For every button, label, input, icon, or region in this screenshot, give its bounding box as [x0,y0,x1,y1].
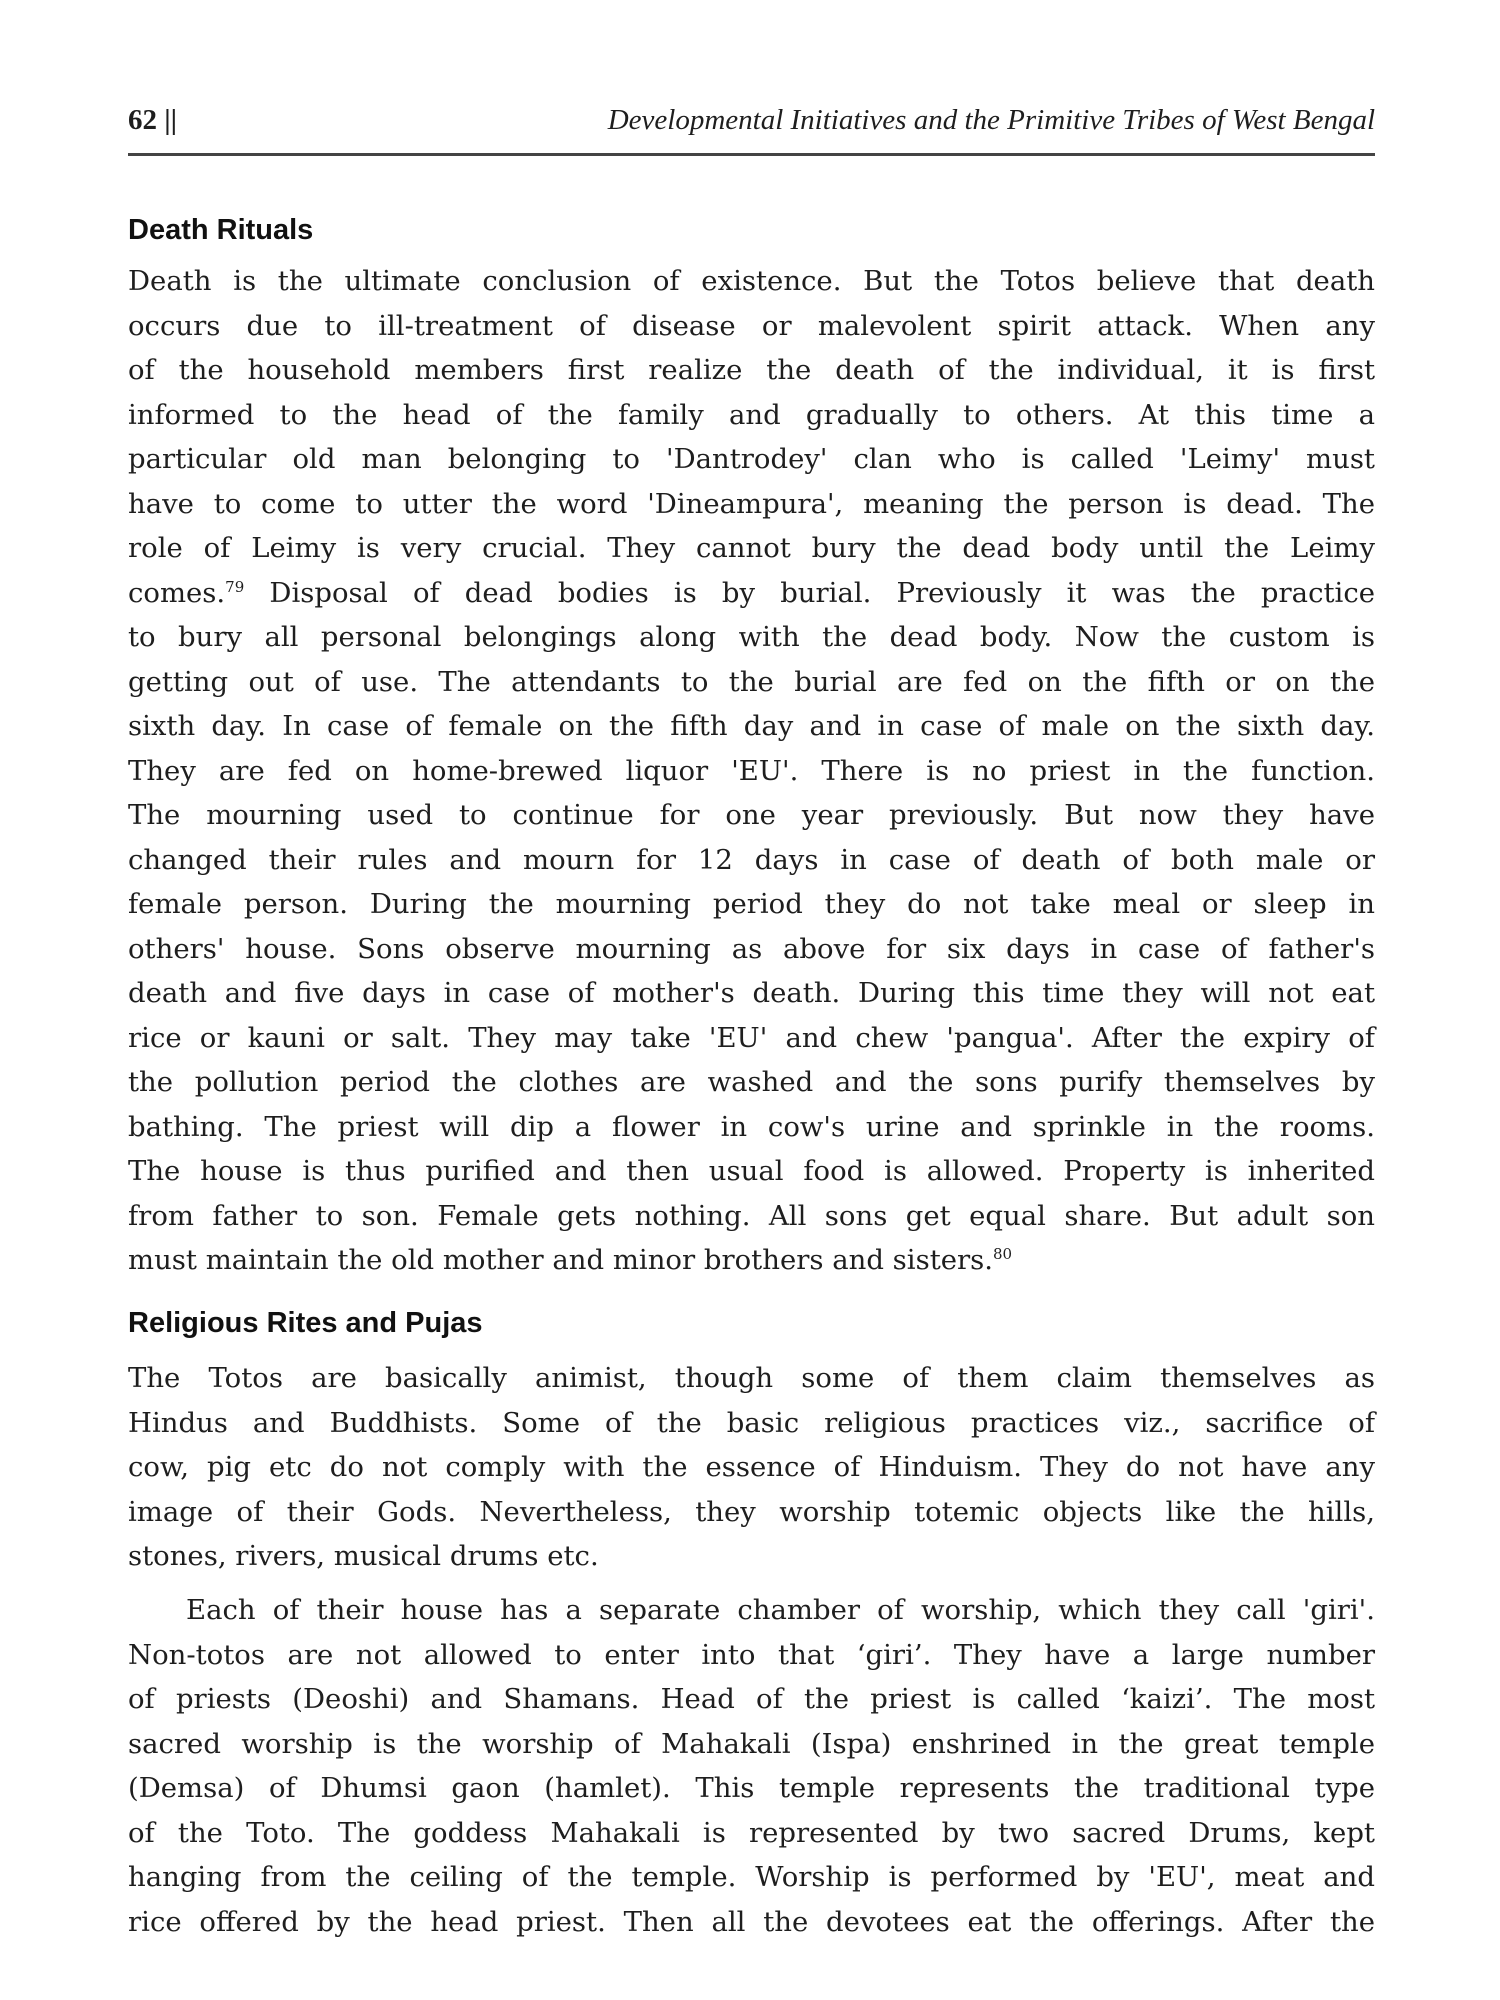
running-title: Developmental Initiatives and the Primitive Tribes of West Bengal [607,104,1375,136]
text-line: Hindus and Buddhists. Some of the basic religious practices viz., sacrifice of [128,1406,1375,1439]
text-line: sacred worship is the worship of Mahakali (Ispa) enshrined in the great temple [128,1727,1375,1760]
footnote-ref: 79 [225,577,245,596]
text-line: getting out of use. The attendants to the burial are fed on the fifth or on the [128,665,1375,698]
text-line: the pollution period the clothes are washed and the sons purify themselves by [128,1066,1375,1098]
text-line: Death is the ultimate conclusion of existence. But the Totos believe that death [128,265,1375,297]
text-line: bathing. The priest will dip a flower in cow's urine and sprinkle in the rooms. [128,1110,1375,1143]
paragraph-death-rituals [128,259,1375,1283]
paragraph-religious-1 [128,1356,1375,1579]
text-line: rice or kauni or salt. They may take 'EU' and chew 'pangua'. After the expiry of [128,1021,1375,1054]
text-line: Each of their house has a separate chamber of worship, which they call 'giri'. [186,1594,1375,1626]
text-line: cow, pig etc do not comply with the essence of Hinduism. They do not have any [128,1451,1375,1483]
text-line: They are fed on home-brewed liquor 'EU'. There is no priest in the function. [128,754,1375,787]
section-heading-religious-rites: Religious Rites and Pujas [128,1307,483,1339]
text-line: rice offered by the head priest. Then all the devotees eat the offerings. After the [128,1905,1375,1938]
text-line: The mourning used to continue for one year previously. But now they have [128,799,1375,831]
text-line: of the household members first realize the death of the individual, it is first [128,354,1375,386]
footnote-ref: 80 [993,1244,1013,1263]
text-line: have to come to utter the word 'Dineampura', meaning the person is dead. The [128,487,1375,520]
text-line: (Demsa) of Dhumsi gaon (hamlet). This temple represents the traditional type [128,1772,1375,1804]
text-line: informed to the head of the family and gradually to others. At this time a [128,398,1375,431]
header-rule [128,153,1375,156]
text-line: death and five days in case of mother's death. During this time they will not eat [128,977,1375,1009]
text-line: comes.$^{79}$ Disposal of dead bodies is by burial. Previously it was the practice [128,576,1375,609]
page-number: 62 || [128,104,178,136]
text-line: must maintain the old mother and minor brothers and sisters.$^{80}$ [128,1244,1013,1276]
text-line: image of their Gods. Nevertheless, they worship totemic objects like the hills, [128,1495,1375,1528]
text-line: hanging from the ceiling of the temple. Worship is performed by 'EU', meat and [128,1861,1375,1893]
section-heading-death-rituals: Death Rituals [128,214,314,246]
text-line: from father to son. Female gets nothing. All sons get equal share. But adult son [128,1199,1375,1232]
text-line: changed their rules and mourn for 12 days in case of death of both male or [128,843,1375,876]
text-line: to bury all personal belongings along with the dead body. Now the custom is [128,621,1375,653]
paragraph-religious-2 [128,1588,1375,1944]
text-line: of the Toto. The goddess Mahakali is represented by two sacred Drums, kept [128,1816,1375,1849]
text-line: Non-totos are not allowed to enter into that ‘giri’. They have a large number [128,1638,1375,1671]
text-line: stones, rivers, musical drums etc. [128,1540,599,1572]
text-line: The Totos are basically animist, though some of them claim themselves as [128,1362,1375,1394]
text-line: of priests (Deoshi) and Shamans. Head of the priest is called ‘kaizi’. The most [128,1683,1375,1715]
text-line: The house is thus purified and then usual food is allowed. Property is inherited [128,1155,1375,1187]
running-header [128,104,1375,144]
text-line: role of Leimy is very crucial. They cannot bury the dead body until the Leimy [128,532,1375,564]
text-line: others' house. Sons observe mourning as above for six days in case of father's [128,932,1375,965]
text-line: particular old man belonging to 'Dantrodey' clan who is called 'Leimy' must [128,443,1375,475]
text-line: occurs due to ill-treatment of disease or malevolent spirit attack. When any [128,309,1375,342]
text-line: sixth day. In case of female on the fifth day and in case of male on the sixth day. [128,710,1375,742]
text-line: female person. During the mourning period they do not take meal or sleep in [128,888,1375,920]
